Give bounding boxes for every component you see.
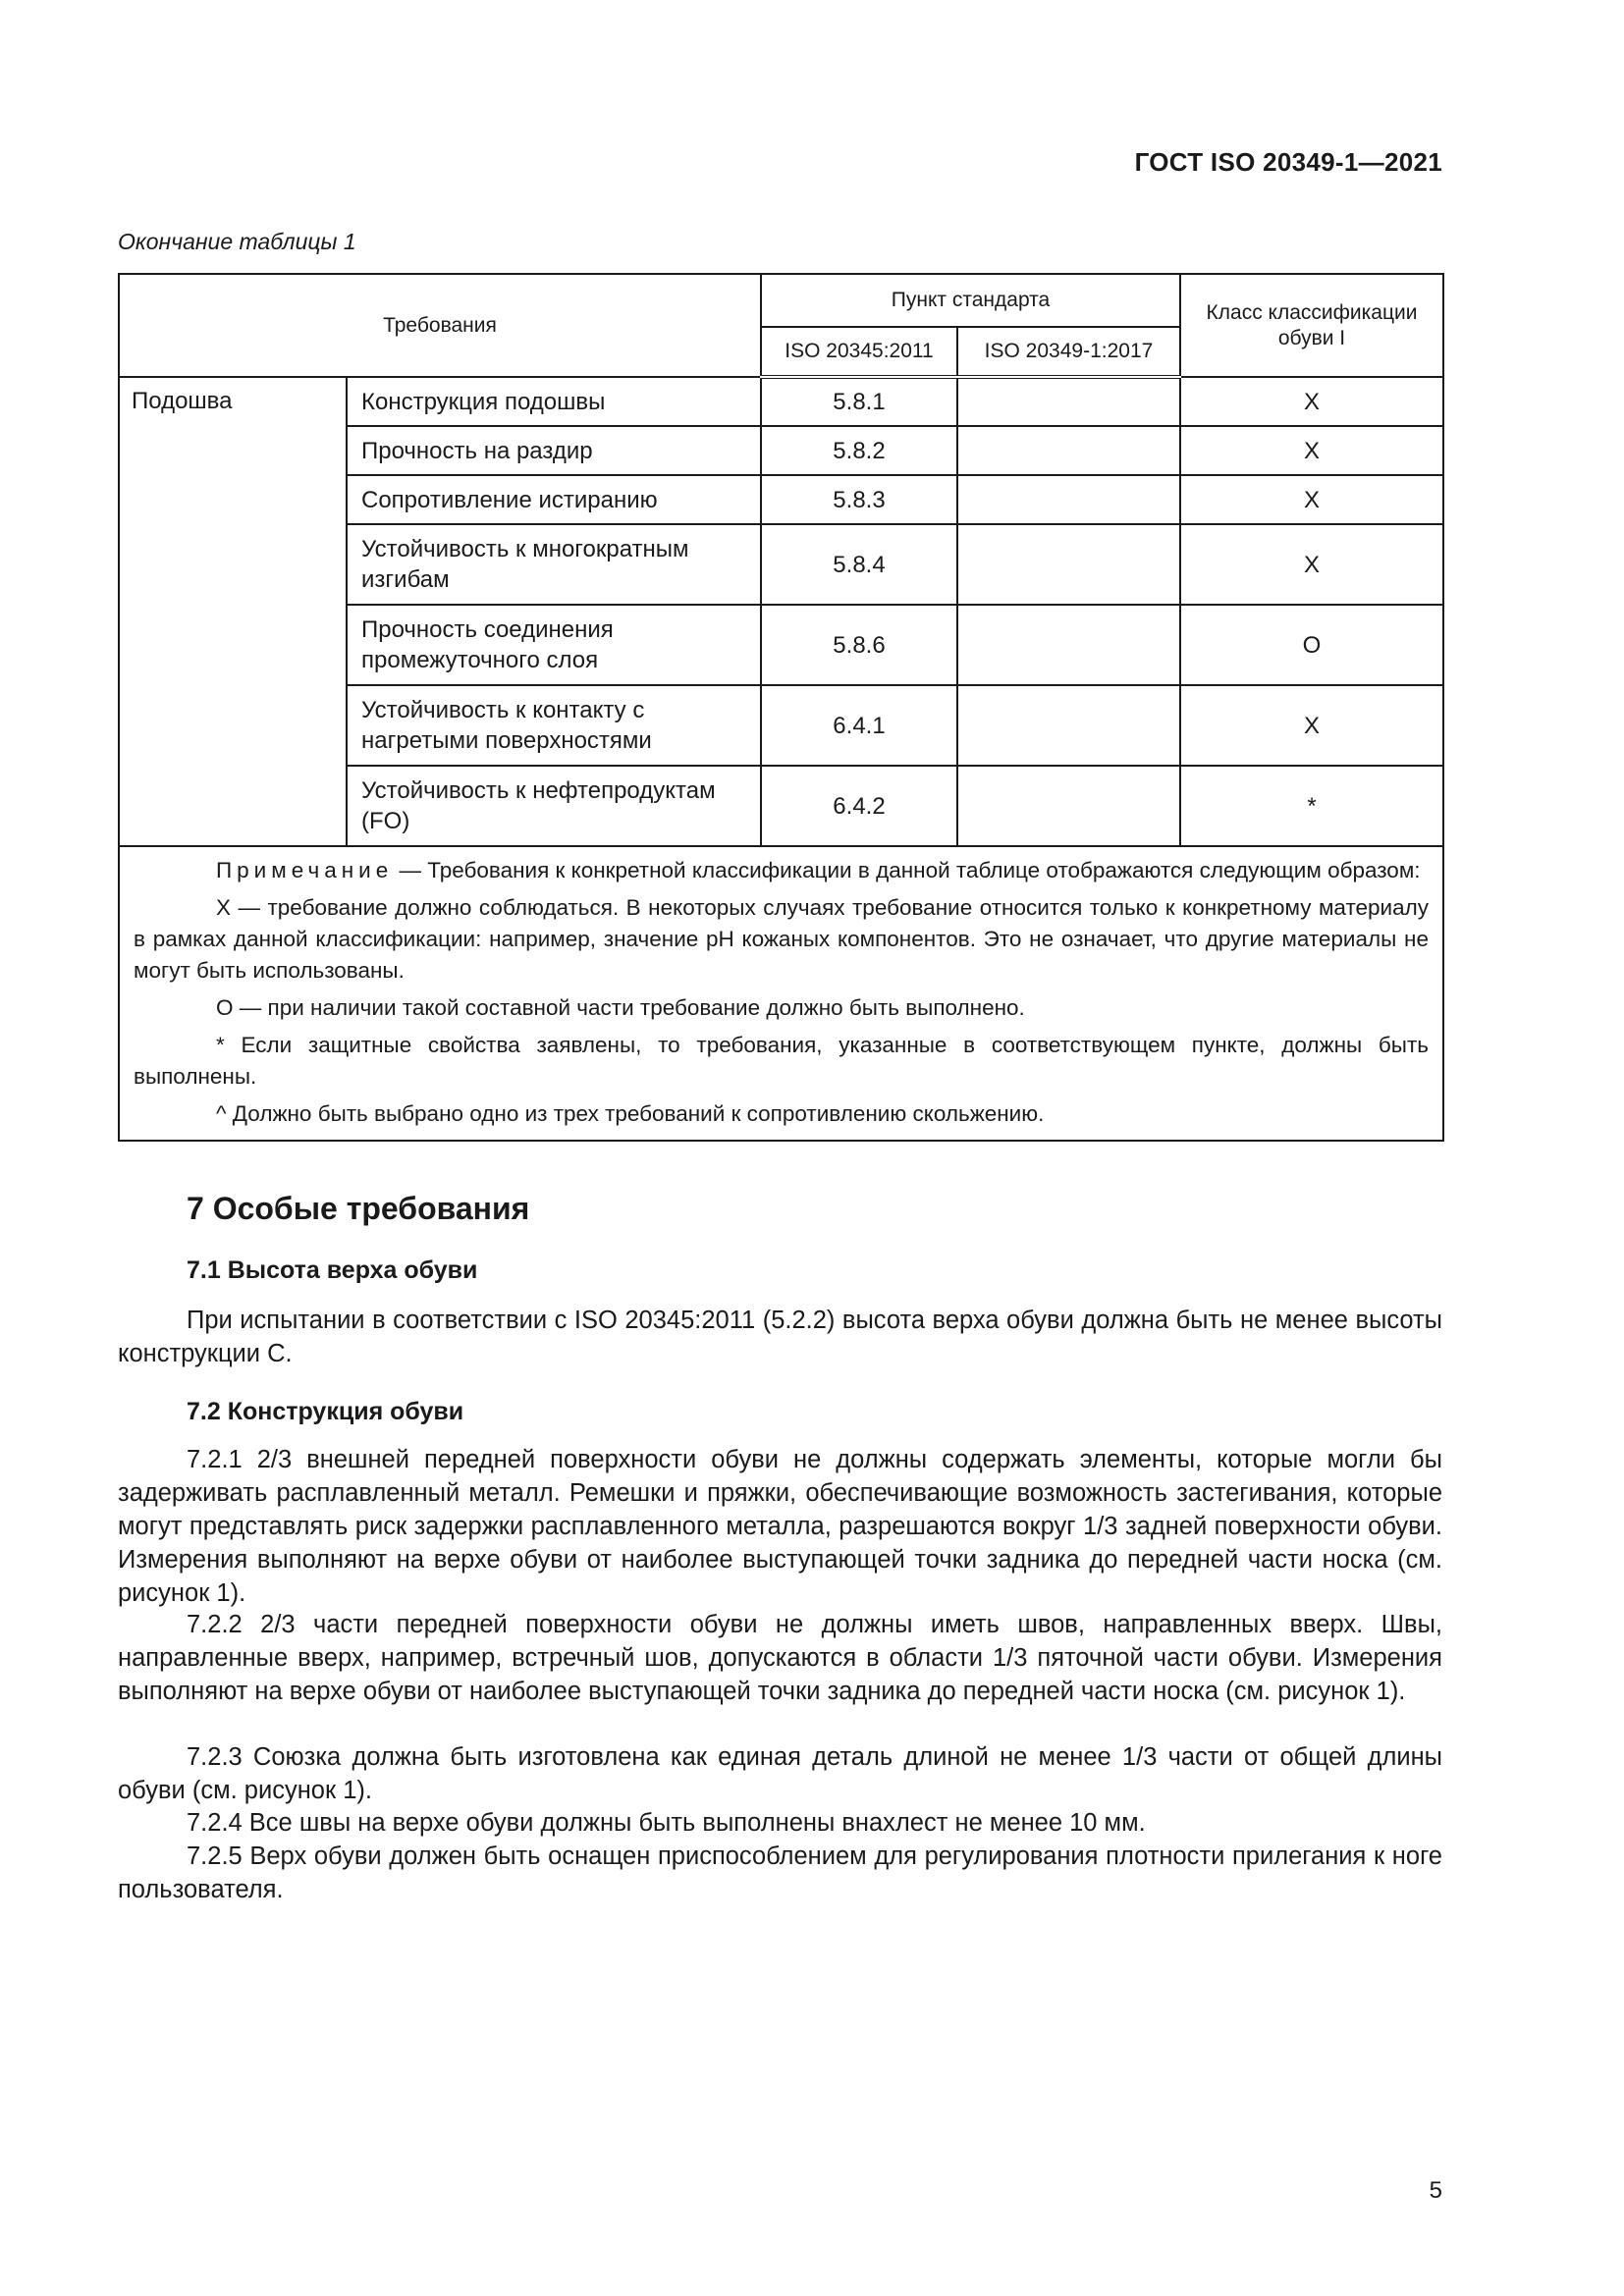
table-row [119, 377, 1443, 426]
class-value: X [1180, 685, 1443, 766]
requirement-name: Устойчивость к многократным изгибам [347, 524, 761, 605]
subsection-7-1-title: 7.1 Высота верха обуви [187, 1256, 478, 1284]
clause-iso-20345: 5.8.3 [761, 475, 957, 524]
section-title: 7 Особые требования [187, 1191, 530, 1226]
clause-iso-20349 [957, 377, 1180, 426]
requirement-name: Сопротивление истиранию [347, 475, 761, 524]
header-clause: Пункт стандарта [761, 274, 1180, 327]
table-notes [119, 846, 1443, 1141]
clause-iso-20345: 5.8.6 [761, 605, 957, 685]
class-value: X [1180, 426, 1443, 475]
clause-iso-20349 [957, 605, 1180, 685]
clause-iso-20349 [957, 766, 1180, 846]
standard-code: ГОСТ ISO 20349-1—2021 [1134, 147, 1442, 177]
paragraph-7-2-2: 7.2.2 2/3 части передней поверхности обуви не должны иметь швов, направленных вверх. Швы, направленные вверх, например, встречный шов, допускаются в области 1/3 пяточной части обуви. Измерения выполняют на верхе обуви от наиболее выступающей точки задника до передней части носка (см. рисунок 1). [118, 1611, 1442, 1705]
clause-iso-20345: 5.8.2 [761, 426, 957, 475]
note-intro: Примечание — Требования к конкретной классификации в данной таблице отображаются следующим образом: [216, 858, 1421, 882]
page-number: 5 [1429, 2177, 1442, 2204]
requirements-table [118, 273, 1444, 1142]
note-x: X — требование должно соблюдаться. В некоторых случаях требование относится только к конкретному материалу в рамках данной классификации: например, значение pH кожаных компонентов. Это не означает, что другие материалы не могут быть использованы. [134, 895, 1429, 983]
requirement-name: Устойчивость к контакту с нагретыми поверхностями [347, 685, 761, 766]
table-caption: Окончание таблицы 1 [118, 229, 356, 254]
header-requirements: Требования [119, 274, 761, 377]
clause-iso-20349 [957, 426, 1180, 475]
paragraph-7-2-1: 7.2.1 2/3 внешней передней поверхности обуви не должны содержать элементы, которые могли бы задерживать расплавленный металл. Ремешки и пряжки, обеспечивающие возможность застегивания, которые могут представлять риск задержки расплавленного металла, разрешаются вокруг 1/3 задней поверхности обуви. Измерения выполняют на верхе обуви от наиболее выступающей точки задника до передней части носка (см. рисунок 1). [118, 1446, 1442, 1607]
class-value: X [1180, 377, 1443, 426]
clause-iso-20345: 5.8.1 [761, 377, 957, 426]
header-iso-20349: ISO 20349-1:2017 [957, 327, 1180, 377]
note-label: Примечание [216, 858, 394, 882]
clause-iso-20345: 6.4.1 [761, 685, 957, 766]
group-label: Подошва [119, 377, 347, 846]
note-o: O — при наличии такой составной части требование должно быть выполнено. [216, 995, 1025, 1020]
clause-iso-20345: 6.4.2 [761, 766, 957, 846]
paragraph-7-2-5: 7.2.5 Верх обуви должен быть оснащен приспособлением для регулирования плотности прилегания к ноге пользователя. [118, 1842, 1442, 1903]
clause-iso-20349 [957, 524, 1180, 605]
table-notes-row [119, 846, 1443, 1141]
header-iso-20345: ISO 20345:2011 [761, 327, 957, 377]
class-value: X [1180, 475, 1443, 524]
requirement-name: Конструкция подошвы [347, 377, 761, 426]
clause-iso-20349 [957, 475, 1180, 524]
class-value: X [1180, 524, 1443, 605]
requirement-name: Устойчивость к нефтепродуктам (FO) [347, 766, 761, 846]
class-value: * [1180, 766, 1443, 846]
note-star: * Если защитные свойства заявлены, то требования, указанные в соответствующем пункте, должны быть выполнены. [134, 1033, 1429, 1089]
clause-iso-20345: 5.8.4 [761, 524, 957, 605]
class-value: O [1180, 605, 1443, 685]
clause-iso-20349 [957, 685, 1180, 766]
header-class: Класс классификации обуви I [1180, 274, 1443, 377]
paragraph-7-2-4: 7.2.4 Все швы на верхе обуви должны быть выполнены внахлест не менее 10 мм. [187, 1809, 1146, 1837]
requirement-name: Прочность на раздир [347, 426, 761, 475]
subsection-7-2-title: 7.2 Конструкция обуви [187, 1398, 464, 1425]
paragraph-7-1: При испытании в соответствии с ISO 20345:2011 (5.2.2) высота верха обуви должна быть не менее высоты конструкции С. [118, 1307, 1442, 1367]
note-caret: ^ Должно быть выбрано одно из трех требований к сопротивлению скольжению. [216, 1101, 1045, 1126]
paragraph-7-2-3: 7.2.3 Союзка должна быть изготовлена как единая деталь длиной не менее 1/3 части от общей длины обуви (см. рисунок 1). [118, 1743, 1442, 1804]
requirement-name: Прочность соединения промежуточного слоя [347, 605, 761, 685]
